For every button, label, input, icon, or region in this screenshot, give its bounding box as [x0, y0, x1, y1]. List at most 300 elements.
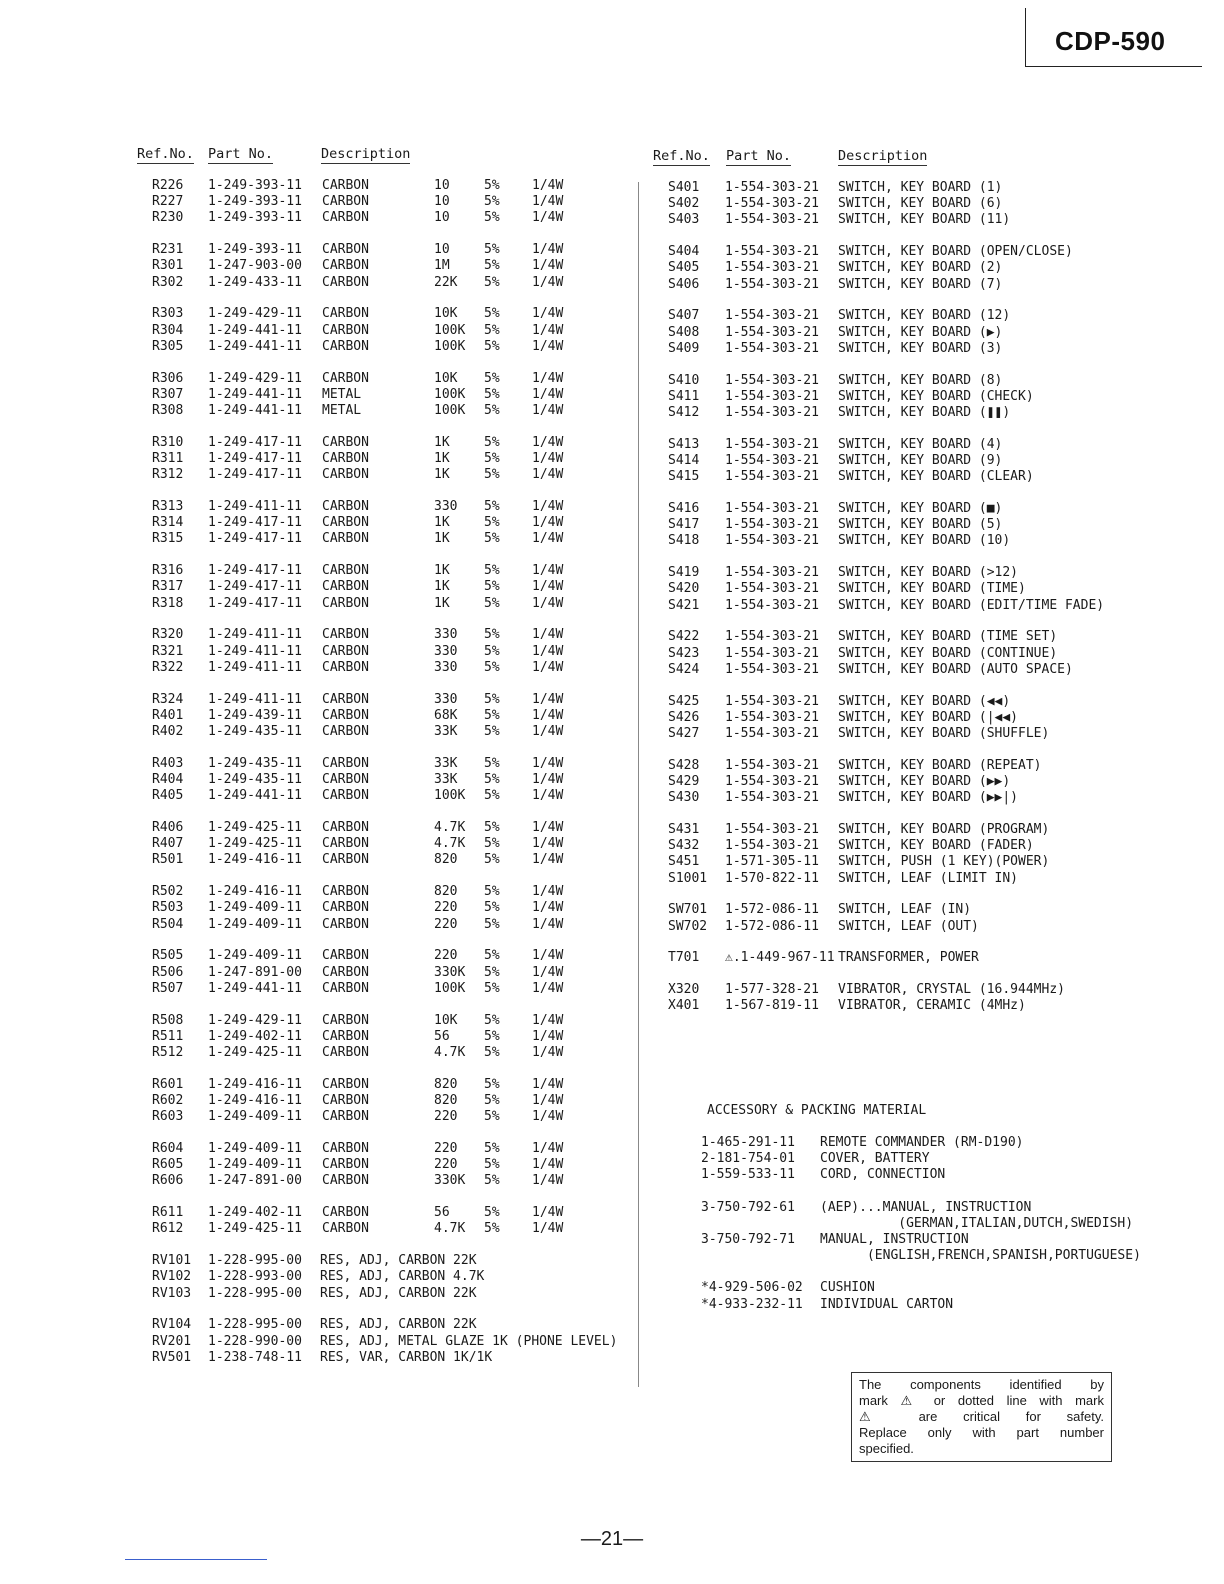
part-no: 1-249-441-11: [208, 788, 302, 804]
tolerance: 5%: [484, 499, 500, 514]
ref-no: R310: [152, 434, 184, 450]
ref-no: R231: [152, 242, 184, 258]
wattage: 1/4W: [532, 964, 564, 980]
part-no: 1-249-417-11: [208, 515, 302, 531]
value: 10: [434, 178, 450, 193]
ref-no: S406: [668, 276, 700, 292]
description: SWITCH, PUSH (1 KEY)(POWER): [838, 854, 1050, 870]
ref-no: R312: [152, 467, 184, 483]
wattage: 1/4W: [532, 306, 564, 322]
description: CARBON: [322, 643, 369, 659]
description: CARBON: [322, 691, 369, 707]
part-no: 1-249-409-11: [208, 948, 302, 964]
description: RES, ADJ, METAL GLAZE 1K (PHONE LEVEL): [320, 1333, 618, 1349]
tolerance: 5%: [484, 1157, 500, 1173]
description: CARBON: [322, 1157, 369, 1173]
description: CARBON: [322, 724, 369, 739]
part-no: 1-249-441-11: [208, 980, 302, 996]
value: 100K: [434, 788, 466, 804]
tolerance: 5%: [484, 788, 500, 804]
ref-no: S402: [668, 196, 700, 212]
ref-no: S409: [668, 340, 700, 356]
value: 1K: [434, 595, 450, 611]
wattage: 1/4W: [532, 531, 564, 547]
wattage: 1/4W: [532, 900, 564, 916]
wattage: 1/4W: [532, 258, 564, 274]
part-no: 1-249-409-11: [208, 1109, 302, 1125]
part-no: 1-249-417-11: [208, 595, 302, 611]
wattage: 1/4W: [532, 980, 564, 996]
part-no: 1-554-303-21: [725, 180, 819, 195]
ref-no: R306: [152, 370, 184, 386]
ref-no: R404: [152, 772, 184, 787]
ref-no: R305: [152, 338, 184, 354]
wattage: 1/4W: [532, 1045, 564, 1060]
ref-no: RV104: [152, 1317, 192, 1333]
part-no: 1-238-748-11: [208, 1349, 302, 1365]
description: RES, ADJ, CARBON 4.7K: [320, 1269, 485, 1285]
ref-no: S416: [668, 501, 700, 516]
tolerance: 5%: [484, 916, 500, 932]
description: SWITCH, KEY BOARD (>12): [838, 565, 1019, 581]
tolerance: 5%: [484, 852, 500, 868]
description: CARBON: [322, 563, 369, 579]
ref-no: R324: [152, 691, 184, 707]
tolerance: 5%: [484, 1093, 500, 1108]
description: CARBON: [322, 772, 369, 787]
description: SWITCH, KEY BOARD (TIME SET): [838, 629, 1058, 645]
wattage: 1/4W: [532, 403, 564, 418]
description: (ENGLISH,FRENCH,SPANISH,PORTUGUESE): [820, 1248, 1141, 1264]
ref-no: R303: [152, 306, 184, 322]
tolerance: 5%: [484, 1109, 500, 1125]
description: CARBON: [322, 338, 369, 354]
description: CARBON: [322, 755, 369, 771]
description: SWITCH, KEY BOARD (❚❚): [838, 405, 1011, 420]
description: CARBON: [322, 820, 369, 835]
ref-no: S411: [668, 388, 700, 404]
tolerance: 5%: [484, 1221, 500, 1237]
part-no: 1-571-305-11: [725, 854, 819, 870]
ref-no: R315: [152, 531, 184, 547]
value: 4.7K: [434, 1221, 466, 1237]
header-desc-left: Description: [321, 146, 411, 162]
value: 22K: [434, 274, 458, 290]
wattage: 1/4W: [532, 820, 564, 835]
part-no: 1-249-409-11: [208, 1157, 302, 1173]
part-no: 1-228-995-00: [208, 1317, 302, 1333]
page-number: —21—: [580, 1528, 644, 1550]
header-ref-left: Ref.No.: [137, 146, 194, 162]
description: (GERMAN,ITALIAN,DUTCH,SWEDISH): [820, 1215, 1134, 1231]
wattage: 1/4W: [532, 467, 564, 483]
wattage: 1/4W: [532, 884, 564, 900]
value: 10: [434, 242, 450, 258]
tolerance: 5%: [484, 1141, 500, 1156]
tolerance: 5%: [484, 338, 500, 354]
tolerance: 5%: [484, 659, 500, 675]
ref-no: S425: [668, 693, 700, 709]
description: CARBON: [322, 515, 369, 531]
description: SWITCH, KEY BOARD (2): [838, 260, 1003, 276]
description: CARBON: [322, 707, 369, 723]
value: 820: [434, 884, 458, 900]
description: VIBRATOR, CRYSTAL (16.944MHz): [838, 982, 1065, 998]
part-no: 1-554-303-21: [725, 388, 819, 404]
description: SWITCH, KEY BOARD (CHECK): [838, 388, 1034, 404]
tolerance: 5%: [484, 900, 500, 916]
description: SWITCH, LEAF (IN): [838, 902, 972, 918]
part-no: 1-247-891-00: [208, 1173, 302, 1189]
wattage: 1/4W: [532, 1109, 564, 1125]
wattage: 1/4W: [532, 707, 564, 723]
part-no: 1-554-303-21: [725, 822, 819, 837]
wattage: 1/4W: [532, 772, 564, 787]
part-no: 1-554-303-21: [725, 501, 819, 516]
tolerance: 5%: [484, 386, 500, 402]
header-ref-right: Ref.No.: [653, 148, 710, 164]
description: CARBON: [322, 370, 369, 386]
wattage: 1/4W: [532, 916, 564, 932]
value: 10K: [434, 370, 458, 386]
value: 4.7K: [434, 1045, 466, 1060]
bottom-rule: [125, 1559, 267, 1560]
tolerance: 5%: [484, 370, 500, 386]
description: REMOTE COMMANDER (RM-D190): [820, 1135, 1024, 1150]
description: SWITCH, KEY BOARD (9): [838, 453, 1003, 468]
value: 4.7K: [434, 836, 466, 852]
part-no: 1-249-411-11: [208, 659, 302, 675]
description: RES, ADJ, CARBON 22K: [320, 1317, 477, 1333]
part-no: 1-228-990-00: [208, 1333, 302, 1349]
description: SWITCH, KEY BOARD (CLEAR): [838, 469, 1034, 485]
value: 100K: [434, 322, 466, 338]
ref-no: R604: [152, 1141, 184, 1156]
part-no: 1-554-303-21: [725, 453, 819, 468]
ref-no: X320: [668, 982, 700, 998]
description: SWITCH, KEY BOARD (10): [838, 533, 1011, 549]
description: SWITCH, KEY BOARD (6): [838, 196, 1003, 212]
description: CARBON: [322, 579, 369, 595]
value: 820: [434, 852, 458, 868]
ref-no: S451: [668, 854, 700, 870]
accessory-title: ACCESSORY & PACKING MATERIAL: [707, 1103, 927, 1118]
part-no: 1-249-417-11: [208, 579, 302, 595]
description: CARBON: [322, 948, 369, 964]
value: 330K: [434, 1173, 466, 1189]
ref-no: S430: [668, 790, 700, 806]
ref-no: R605: [152, 1157, 184, 1173]
wattage: 1/4W: [532, 755, 564, 771]
part-no: 1-554-303-21: [725, 469, 819, 485]
part-no: 2-181-754-01: [701, 1151, 795, 1167]
description: CARBON: [322, 964, 369, 980]
part-no: 1-554-303-21: [725, 517, 819, 533]
description: CARBON: [322, 210, 369, 226]
ref-no: R313: [152, 499, 184, 514]
part-no: 1-554-303-21: [725, 581, 819, 597]
wattage: 1/4W: [532, 338, 564, 354]
description: CARBON: [322, 980, 369, 996]
tolerance: 5%: [484, 836, 500, 852]
value: 56: [434, 1205, 450, 1221]
value: 330: [434, 499, 458, 514]
description: SWITCH, LEAF (OUT): [838, 918, 979, 934]
part-no: 1-554-303-21: [725, 757, 819, 773]
part-no: 1-249-435-11: [208, 724, 302, 739]
part-no: 1-249-417-11: [208, 434, 302, 450]
tolerance: 5%: [484, 1173, 500, 1189]
ref-no: R401: [152, 707, 184, 723]
wattage: 1/4W: [532, 386, 564, 402]
description: SWITCH, KEY BOARD (TIME): [838, 581, 1026, 597]
part-no: 1-554-303-21: [725, 436, 819, 452]
description: CARBON: [322, 322, 369, 338]
ref-no: S419: [668, 565, 700, 581]
description: CARBON: [322, 884, 369, 900]
wattage: 1/4W: [532, 1093, 564, 1108]
wattage: 1/4W: [532, 515, 564, 531]
wattage: 1/4W: [532, 434, 564, 450]
description: CARBON: [322, 836, 369, 852]
part-no: 1-554-303-21: [725, 726, 819, 741]
ref-no: R230: [152, 210, 184, 226]
tolerance: 5%: [484, 210, 500, 226]
ref-no: R318: [152, 595, 184, 611]
part-no: 1-249-409-11: [208, 916, 302, 932]
wattage: 1/4W: [532, 178, 564, 193]
part-no: 1-554-303-21: [725, 838, 819, 854]
part-no: 1-249-417-11: [208, 451, 302, 466]
description: CARBON: [322, 900, 369, 916]
part-no: 1-572-086-11: [725, 902, 819, 918]
part-no: 1-249-393-11: [208, 242, 302, 258]
tolerance: 5%: [484, 884, 500, 900]
value: 1K: [434, 563, 450, 579]
description: CARBON: [322, 627, 369, 643]
description: CARBON: [322, 852, 369, 868]
part-no: *4-929-506-02: [701, 1280, 803, 1296]
tolerance: 5%: [484, 1028, 500, 1044]
tolerance: 5%: [484, 515, 500, 531]
description: CARBON: [322, 1028, 369, 1044]
ref-no: S414: [668, 453, 700, 468]
description: SWITCH, KEY BOARD (■): [838, 501, 1003, 516]
tolerance: 5%: [484, 707, 500, 723]
wattage: 1/4W: [532, 836, 564, 852]
value: 220: [434, 916, 458, 932]
wattage: 1/4W: [532, 1141, 564, 1156]
wattage: 1/4W: [532, 627, 564, 643]
ref-no: R321: [152, 643, 184, 659]
wattage: 1/4W: [532, 322, 564, 338]
part-no: *4-933-232-11: [701, 1296, 803, 1312]
ref-no: S421: [668, 597, 700, 613]
description: TRANSFORMER, POWER: [838, 950, 979, 966]
part-no: 1-228-995-00: [208, 1253, 302, 1269]
wattage: 1/4W: [532, 451, 564, 466]
wattage: 1/4W: [532, 595, 564, 611]
value: 10K: [434, 306, 458, 322]
ref-no: S405: [668, 260, 700, 276]
value: 68K: [434, 707, 458, 723]
tolerance: 5%: [484, 627, 500, 643]
part-no: 1-554-303-21: [725, 212, 819, 228]
ref-no: S412: [668, 405, 700, 420]
description: CARBON: [322, 1109, 369, 1125]
ref-no: R606: [152, 1173, 184, 1189]
safety-note-line: ⚠ are critical for safety.: [859, 1409, 1104, 1424]
part-no: 1-249-417-11: [208, 563, 302, 579]
ref-no: S407: [668, 308, 700, 324]
part-no: 1-228-995-00: [208, 1285, 302, 1301]
part-no: 1-249-411-11: [208, 627, 302, 643]
part-no: 1-249-425-11: [208, 1221, 302, 1237]
header-part-right: Part No.: [726, 148, 792, 164]
wattage: 1/4W: [532, 948, 564, 964]
tolerance: 5%: [484, 274, 500, 290]
tolerance: 5%: [484, 772, 500, 787]
description: INDIVIDUAL CARTON: [820, 1296, 954, 1312]
ref-no: R227: [152, 194, 184, 210]
description: VIBRATOR, CERAMIC (4MHz): [838, 998, 1026, 1014]
ref-no: R308: [152, 403, 184, 418]
value: 1K: [434, 531, 450, 547]
description: (AEP)...MANUAL, INSTRUCTION: [820, 1199, 1032, 1215]
part-no: 1-249-417-11: [208, 467, 302, 483]
wattage: 1/4W: [532, 370, 564, 386]
description: SWITCH, KEY BOARD (SHUFFLE): [838, 726, 1050, 741]
part-no: 1-554-303-21: [725, 260, 819, 276]
ref-no: R317: [152, 579, 184, 595]
part-no: 1-554-303-21: [725, 276, 819, 292]
part-no: 1-554-303-21: [725, 533, 819, 549]
tolerance: 5%: [484, 451, 500, 466]
part-no: 1-247-891-00: [208, 964, 302, 980]
tolerance: 5%: [484, 755, 500, 771]
part-no: 1-554-303-21: [725, 693, 819, 709]
description: SWITCH, KEY BOARD (8): [838, 372, 1003, 388]
part-no: 1-554-303-21: [725, 565, 819, 581]
part-no: 1-554-303-21: [725, 372, 819, 388]
description: SWITCH, KEY BOARD (1): [838, 180, 1003, 195]
description: SWITCH, KEY BOARD (5): [838, 517, 1003, 533]
safety-note-line: mark ⚠ or dotted line with mark: [859, 1393, 1104, 1408]
part-no: 1-554-303-21: [725, 405, 819, 420]
description: SWITCH, KEY BOARD (CONTINUE): [838, 645, 1058, 661]
part-no: 1-249-429-11: [208, 306, 302, 322]
tolerance: 5%: [484, 178, 500, 193]
tolerance: 5%: [484, 964, 500, 980]
part-no: 1-249-425-11: [208, 820, 302, 835]
part-no: 1-554-303-21: [725, 597, 819, 613]
description: SWITCH, KEY BOARD (AUTO SPACE): [838, 661, 1073, 677]
ref-no: RV103: [152, 1285, 192, 1301]
ref-no: R402: [152, 724, 184, 739]
part-no: 1-249-416-11: [208, 884, 302, 900]
value: 330: [434, 659, 458, 675]
header-part-left: Part No.: [208, 146, 274, 162]
value: 56: [434, 1028, 450, 1044]
description: RES, ADJ, CARBON 22K: [320, 1253, 477, 1269]
wattage: 1/4W: [532, 1173, 564, 1189]
part-no: 1-554-303-21: [725, 244, 819, 260]
safety-note-line: The components identified by: [859, 1377, 1104, 1392]
description: CARBON: [322, 1045, 369, 1060]
part-no: 1-249-425-11: [208, 836, 302, 852]
ref-no: S418: [668, 533, 700, 549]
safety-note: [851, 1372, 1112, 1462]
value: 820: [434, 1076, 458, 1092]
ref-no: R603: [152, 1109, 184, 1125]
value: 220: [434, 900, 458, 916]
ref-no: R507: [152, 980, 184, 996]
ref-no: R301: [152, 258, 184, 274]
part-no: 1-249-416-11: [208, 1093, 302, 1108]
tolerance: 5%: [484, 579, 500, 595]
value: 1K: [434, 434, 450, 450]
ref-no: R505: [152, 948, 184, 964]
value: 330: [434, 691, 458, 707]
ref-no: T701: [668, 950, 700, 966]
description: CARBON: [322, 595, 369, 611]
part-no: 1-249-411-11: [208, 643, 302, 659]
value: 220: [434, 1109, 458, 1125]
wattage: 1/4W: [532, 210, 564, 226]
part-no: 3-750-792-61: [701, 1199, 795, 1215]
ref-no: S429: [668, 774, 700, 789]
part-no: 1-554-303-21: [725, 645, 819, 661]
tolerance: 5%: [484, 322, 500, 338]
value: 100K: [434, 403, 466, 418]
ref-no: R503: [152, 900, 184, 916]
ref-no: X401: [668, 998, 700, 1014]
model-title: CDP-590: [1055, 26, 1166, 56]
ref-no: RV102: [152, 1269, 192, 1285]
description: SWITCH, KEY BOARD (7): [838, 276, 1003, 292]
ref-no: R405: [152, 788, 184, 804]
tolerance: 5%: [484, 724, 500, 739]
wattage: 1/4W: [532, 579, 564, 595]
ref-no: R407: [152, 836, 184, 852]
ref-no: S427: [668, 726, 700, 741]
value: 330: [434, 627, 458, 643]
tolerance: 5%: [484, 467, 500, 483]
ref-no: R601: [152, 1076, 184, 1092]
header-desc-right: Description: [838, 148, 928, 164]
part-no: 1-249-441-11: [208, 386, 302, 402]
ref-no: S431: [668, 822, 700, 837]
wattage: 1/4W: [532, 691, 564, 707]
description: CARBON: [322, 1205, 369, 1221]
value: 33K: [434, 755, 458, 771]
ref-no: S401: [668, 180, 700, 195]
ref-no: R302: [152, 274, 184, 290]
ref-no: R322: [152, 659, 184, 675]
wattage: 1/4W: [532, 194, 564, 210]
ref-no: SW701: [668, 902, 708, 918]
part-no: 1-249-439-11: [208, 707, 302, 723]
ref-no: S428: [668, 757, 700, 773]
description: SWITCH, KEY BOARD (▶▶|): [838, 790, 1019, 806]
description: CARBON: [322, 1076, 369, 1092]
value: 1K: [434, 451, 450, 466]
description: METAL: [322, 386, 362, 402]
part-no: 1-249-429-11: [208, 1012, 302, 1028]
ref-no: R314: [152, 515, 184, 531]
tolerance: 5%: [484, 1045, 500, 1060]
part-no: ⚠.1-449-967-11: [725, 950, 835, 966]
